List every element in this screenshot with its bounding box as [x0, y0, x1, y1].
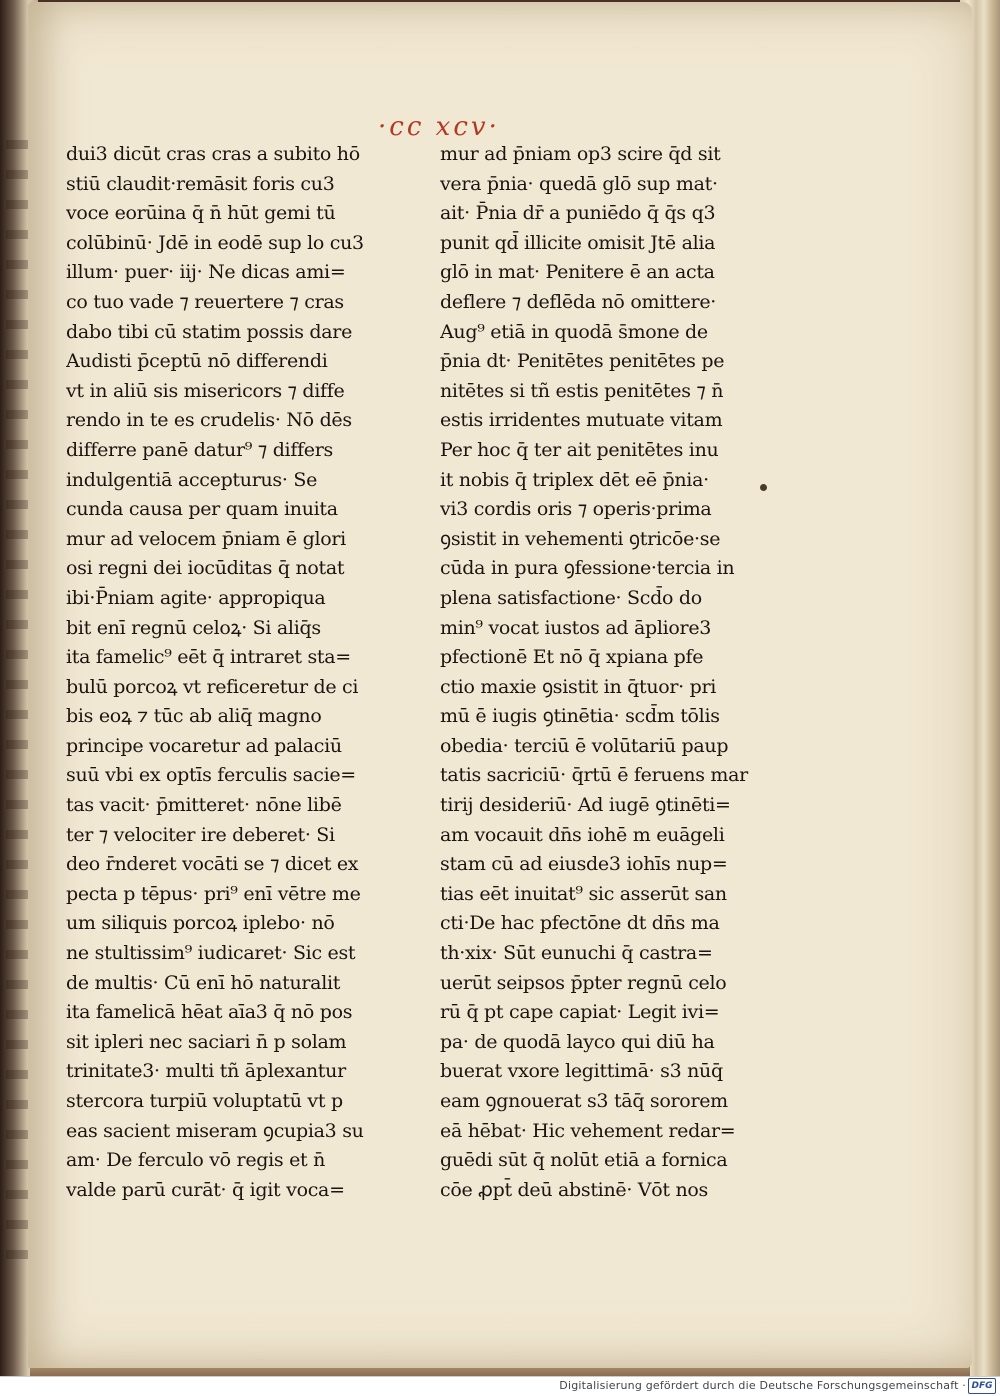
marginal-dot: [760, 484, 767, 491]
text-line: deo r̄nderet vocāti se ⁊ dicet ex: [66, 853, 359, 876]
text-line: mū ē iugis ꝯtinētia· scd̄m tōlis: [440, 705, 720, 728]
text-line: ter ⁊ velociter ire deberet· Si: [66, 823, 335, 846]
text-line: rū q̄ pt cape capiat· Legit ivi=: [440, 1001, 720, 1024]
text-line: bis eoꝝ ⁊ tūc ab aliq̄ magno: [66, 705, 322, 728]
text-line: de multis· Cū enī hō naturalit: [66, 971, 341, 994]
text-line: eā hēbat· Hic vehement redar=: [440, 1119, 736, 1142]
text-column-right: [440, 140, 770, 1205]
text-line: eam ꝯgnouerat s3 tāq̄ sororem: [440, 1090, 728, 1112]
text-line: cunda causa per quam inuita: [66, 498, 338, 521]
text-line: obedia· terciū ē volūtariū paup: [440, 734, 729, 757]
text-line: Per hoc q̄ ter ait penitētes inu: [440, 438, 719, 461]
text-line: sit ipleri nec saciari n̄ p solam: [66, 1030, 347, 1053]
text-line: um siliquis porcoꝝ iplebo· nō: [66, 912, 335, 935]
text-line: th·xix· Sūt eunuchi q̄ castra=: [440, 942, 713, 965]
text-line: pfectionē Et nō q̄ xpiana pfe: [440, 646, 704, 669]
text-line: suū vbi ex optīs ferculis sacie=: [66, 764, 356, 787]
text-line: cti·De hac pfectōne dt dn̄s ma: [440, 912, 720, 935]
text-line: plena satisfactione· Scd̄o do: [440, 586, 702, 609]
text-line: stam cū ad eiusde3 iohīs nup=: [440, 853, 728, 876]
text-line: cōe ꝓpt̄ deū abstinē· Vōt nos: [440, 1178, 708, 1201]
text-line: ꝯsistit in vehementi ꝯtricōe·se: [440, 527, 721, 550]
text-line: am· De ferculo vō regis et n̄: [66, 1149, 326, 1172]
text-line: p̄nia dt· Penitētes penitētes pe: [440, 350, 725, 373]
text-line: vt in aliū sis misericors ⁊ diffe: [66, 379, 345, 402]
text-line: stiū claudit·remāsit foris cu3: [66, 172, 335, 195]
text-line: estis irridentes mutuate vitam: [440, 409, 723, 432]
text-line: osi regni dei iocūditas q̄ notat: [66, 557, 345, 580]
text-line: tatis sacriciū· q̄rtū ē feruens mar: [440, 764, 748, 787]
text-line: Audisti p̄ceptū nō differendi: [66, 350, 328, 373]
text-line: it nobis q̄ triplex dēt eē p̄nia·: [440, 468, 709, 491]
text-line: Aug⁹ etiā in quodā s̄mone de: [440, 320, 708, 343]
text-line: vera p̄nia· quedā glō sup mat·: [440, 172, 718, 195]
folio-number: ·cc xcv·: [378, 112, 500, 142]
text-line: vi3 cordis oris ⁊ operis·prima: [440, 498, 712, 521]
text-line: deflere ⁊ deflēda nō omittere·: [440, 290, 717, 313]
text-line: punit qd̄ illicite omisit Jtē alia: [440, 231, 716, 254]
text-line: am vocauit dn̄s iohē m euāgeli: [440, 823, 725, 846]
text-line: voce eorūina q̄ n̄ hūt gemi tū: [66, 202, 336, 225]
text-line: ctio maxie ꝯsistit in q̄tuor· pri: [440, 675, 717, 698]
text-line: min⁹ vocat iustos ad āpliore3: [440, 616, 712, 639]
text-line: trinitate3· multi tñ āplexantur: [66, 1060, 346, 1083]
text-line: dui3 dicūt cras cras a subito hō: [66, 143, 360, 165]
text-line: guēdi sūt q̄ nolūt etiā a fornica: [440, 1149, 728, 1172]
text-line: mur ad velocem p̄niam ē glori: [66, 527, 346, 550]
text-line: stercora turpiū voluptatū vt p: [66, 1090, 343, 1112]
text-line: ait· P̄nia dr̄ a puniēdo q̄ q̄s q3: [440, 202, 716, 225]
dfg-logo: DFG: [968, 1378, 996, 1394]
text-line: ita famelicā hēat aīa3 q̄ nō pos: [66, 1001, 353, 1024]
text-line: dabo tibi cū statim possis dare: [66, 320, 353, 343]
text-line: cūda in pura ꝯfessione·tercia in: [440, 557, 735, 580]
text-line: bit enī regnū celoꝝ· Si aliq̄s: [66, 616, 321, 639]
text-line: uerūt seipsos p̄pter regnū celo: [440, 971, 727, 994]
text-line: mur ad p̄niam op3 scire q̄d sit: [440, 143, 721, 165]
text-line: tirij desideriū· Ad iugē ꝯtinēti=: [440, 794, 731, 817]
text-line: ne stultissim⁹ iudicaret· Sic est: [66, 942, 356, 965]
text-line: indulgentiā accepturus· Se: [66, 468, 318, 491]
text-line: rendo in te es crudelis· Nō dēs: [66, 409, 352, 432]
text-line: co tuo vade ⁊ reuertere ⁊ cras: [66, 290, 344, 313]
text-line: buerat vxore legittimā· s3 nūq̄: [440, 1060, 723, 1083]
text-line: tas vacit· p̄mitteret· nōne libē: [66, 794, 342, 817]
text-column-left: [66, 140, 384, 1205]
text-line: ibi·P̄niam agite· appropiqua: [66, 586, 326, 609]
text-line: eas sacient miseram ꝯcupia3 su: [66, 1119, 364, 1142]
text-line: pecta p tēpus· pri⁹ enī vētre me: [66, 882, 361, 905]
text-line: colūbinū· Jdē in eodē sup lo cu3: [66, 231, 364, 254]
footer-credit: Digitalisierung gefördert durch die Deutsche Forschungsgemeinschaft ·: [559, 1379, 966, 1392]
text-line: pa· de quodā layco qui diū ha: [440, 1030, 715, 1053]
text-line: nitētes si tñ estis penitētes ⁊ n̄: [440, 379, 724, 402]
text-line: differre panē datur⁹ ⁊ differs: [66, 438, 333, 461]
text-line: principe vocaretur ad palaciū: [66, 734, 342, 757]
text-line: glō in mat· Penitere ē an acta: [440, 261, 715, 284]
text-line: valde parū curāt· q̄ igit voca=: [66, 1178, 345, 1201]
text-line: ita famelic⁹ eēt q̄ intraret sta=: [66, 646, 351, 669]
text-line: tias eēt inuitat⁹ sic asserūt san: [440, 882, 727, 905]
text-line: bulū porcoꝝ vt reficeretur de ci: [66, 675, 359, 698]
text-line: illum· puer· iij· Ne dicas ami=: [66, 261, 346, 284]
